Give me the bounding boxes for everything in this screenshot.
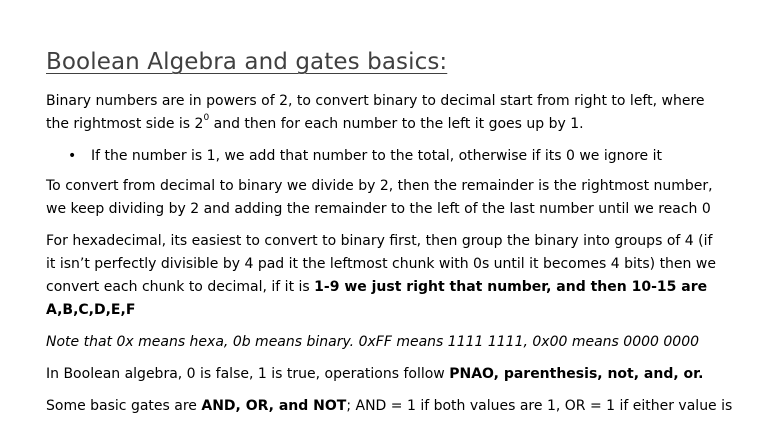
text-line: it isn’t perfectly divisible by 4 pad it the leftmost chunk with 0s until it becomes 4 bits) then we — [46, 256, 716, 272]
text-line: the rightmost side is 2 — [46, 116, 204, 132]
bold-text: A,B,C,D,E,F — [46, 302, 136, 318]
paragraph-boolean-algebra — [46, 363, 746, 386]
bold-text: 1-9 we just right that number, and then 10-15 are — [314, 279, 708, 295]
slide-title: Boolean Algebra and gates basics: — [46, 49, 448, 75]
bold-text: AND, OR, and NOT — [201, 398, 347, 414]
slide-body — [46, 90, 746, 427]
superscript: 0 — [203, 113, 210, 124]
bullet-text: If the number is 1, we add that number to the total, otherwise if its 0 we ignore it — [91, 148, 662, 164]
bullet-item — [46, 145, 746, 168]
text-line: For hexadecimal, its easiest to convert to binary first, then group the binary into groups of 4 (if — [46, 233, 713, 249]
text-line: In Boolean algebra, 0 is false, 1 is true, operations follow — [46, 366, 450, 382]
text-line: ; AND = 1 if both values are 1, OR = 1 if either value is — [346, 398, 733, 414]
paragraph-basic-gates — [46, 395, 746, 418]
text-line: Some basic gates are — [46, 398, 202, 414]
paragraph-notation-note — [46, 331, 746, 354]
bold-text: PNAO, parenthesis, not, and, or. — [449, 366, 704, 382]
paragraph-binary-to-decimal — [46, 90, 746, 136]
bullet-icon: • — [68, 148, 77, 164]
text-line: and then for each number to the left it goes up by 1. — [209, 116, 584, 132]
text-line: we keep dividing by 2 and adding the remainder to the left of the last number until we reach 0 — [46, 201, 711, 217]
paragraph-decimal-to-binary — [46, 175, 746, 221]
text-line: Note that 0x means hexa, 0b means binary. 0xFF means 1111 1111, 0x00 means 0000 0000 — [46, 334, 700, 350]
paragraph-hexadecimal — [46, 230, 746, 322]
text-line: To convert from decimal to binary we divide by 2, then the remainder is the rightmost number, — [46, 178, 713, 194]
text-line: Binary numbers are in powers of 2, to convert binary to decimal start from right to left, where — [46, 93, 705, 109]
text-line: convert each chunk to decimal, if it is — [46, 279, 315, 295]
